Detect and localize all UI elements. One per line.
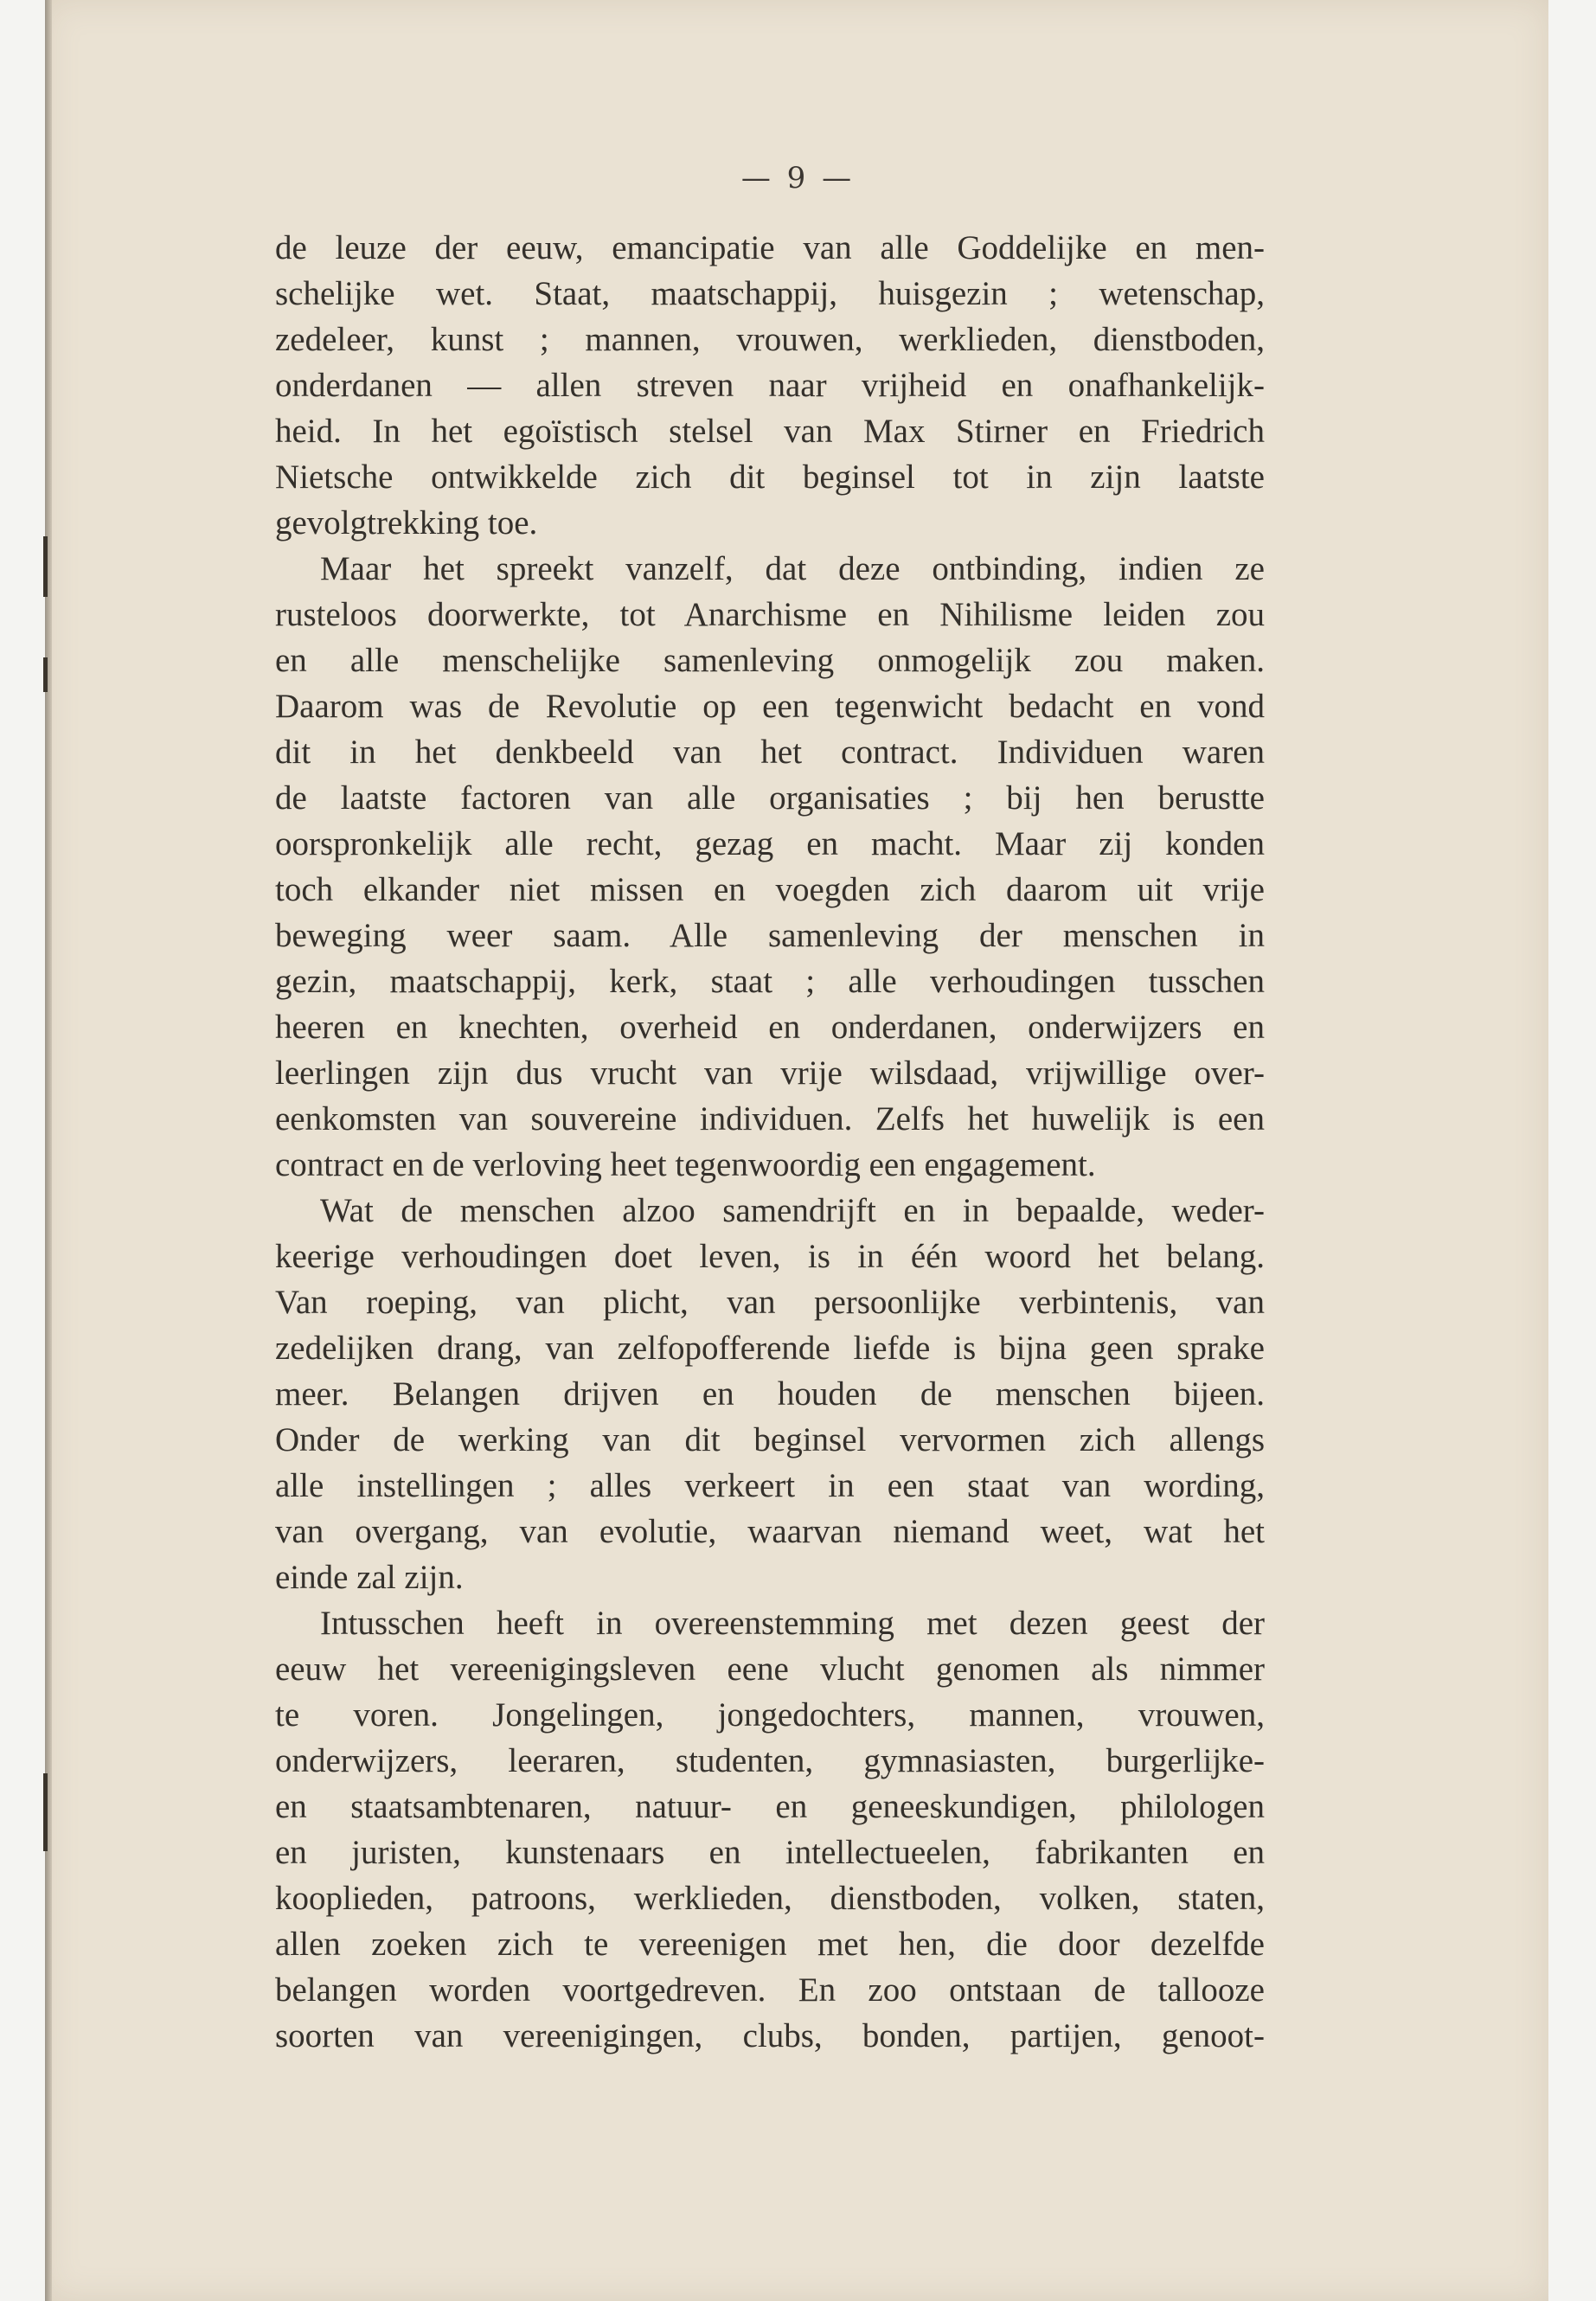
text-line: contract en de verloving heet tegenwoordig een engagement. — [275, 1146, 1096, 1183]
text-line: Intusschen heeft in overeenstemming met dezen geest der — [320, 1605, 1265, 1642]
text-line: belangen worden voortgedreven. En zoo ontstaan de tallooze — [275, 1971, 1265, 2009]
text-line: oorspronkelijk alle recht, gezag en macht. Maar zij konden — [275, 825, 1265, 862]
text-line: soorten van vereenigingen, clubs, bonden, partijen, genoot- — [275, 2017, 1265, 2054]
page-number: — 9 — — [740, 161, 856, 195]
text-line: onderwijzers, leeraren, studenten, gymnasiasten, burgerlijke- — [275, 1742, 1265, 1779]
text-line: zedeleer, kunst ; mannen, vrouwen, werklieden, dienstboden, — [275, 321, 1265, 358]
text-line: Wat de menschen alzoo samendrijft en in bepaalde, weder- — [320, 1192, 1265, 1229]
text-line: allen zoeken zich te vereenigen met hen, die door dezelfde — [275, 1926, 1265, 1963]
text-line: kooplieden, patroons, werklieden, dienstboden, volken, staten, — [275, 1880, 1265, 1917]
text-line: eenkomsten van souvereine individuen. Zelfs het huwelijk is een — [275, 1100, 1265, 1138]
text-line: einde zal zijn. — [275, 1559, 464, 1596]
text-line: toch elkander niet missen en voegden zich daarom uit vrije — [275, 871, 1265, 908]
text-line: meer. Belangen drijven en houden de menschen bijeen. — [275, 1375, 1265, 1413]
text-line: schelijke wet. Staat, maatschappij, huisgezin ; wetenschap, — [275, 275, 1265, 312]
text-line: en staatsambtenaren, natuur- en geneeskundigen, philologen — [275, 1788, 1265, 1825]
text-line: eeuw het vereenigingsleven eene vlucht genomen als nimmer — [275, 1650, 1265, 1688]
text-line: Van roeping, van plicht, van persoonlijke verbintenis, van — [275, 1284, 1265, 1321]
text-line: gezin, maatschappij, kerk, staat ; alle verhoudingen tusschen — [275, 963, 1265, 1000]
text-line: en alle menschelijke samenleving onmogelijk zou maken. — [275, 642, 1265, 679]
text-line: de leuze der eeuw, emancipatie van alle Goddelijke en men- — [275, 229, 1265, 266]
text-line: heid. In het egoïstisch stelsel van Max Stirner en Friedrich — [275, 413, 1265, 450]
text-line: alle instellingen ; alles verkeert in een staat van wording, — [275, 1467, 1265, 1504]
binding-mark — [43, 536, 48, 597]
text-line: onderdanen — allen streven naar vrijheid en onafhankelijk- — [275, 367, 1265, 404]
text-line: keerige verhoudingen doet leven, is in één woord het belang. — [275, 1238, 1265, 1275]
binding-edge — [45, 0, 52, 2301]
text-line: beweging weer saam. Alle samenleving der menschen in — [275, 917, 1265, 954]
binding-mark — [43, 657, 48, 692]
text-line: leerlingen zijn dus vrucht van vrije wilsdaad, vrijwillige over- — [275, 1054, 1265, 1092]
text-line: van overgang, van evolutie, waarvan niemand weet, wat het — [275, 1513, 1265, 1550]
text-line: de laatste factoren van alle organisaties ; bij hen berustte — [275, 779, 1265, 817]
text-line: rusteloos doorwerkte, tot Anarchisme en Nihilisme leiden zou — [275, 596, 1265, 633]
text-line: te voren. Jongelingen, jongedochters, mannen, vrouwen, — [275, 1696, 1265, 1734]
text-line: gevolgtrekking toe. — [275, 504, 538, 542]
text-line: Onder de werking van dit beginsel vervormen zich allengs — [275, 1421, 1265, 1458]
body-text — [275, 225, 1265, 2059]
text-line: Daarom was de Revolutie op een tegenwicht bedacht en vond — [275, 688, 1265, 725]
text-line: en juristen, kunstenaars en intellectueelen, fabrikanten en — [275, 1834, 1265, 1871]
text-line: zedelijken drang, van zelfopofferende liefde is bijna geen sprake — [275, 1330, 1265, 1367]
binding-mark — [43, 1773, 48, 1851]
text-line: heeren en knechten, overheid en onderdanen, onderwijzers en — [275, 1009, 1265, 1046]
text-line: Nietsche ontwikkelde zich dit beginsel tot in zijn laatste — [275, 458, 1265, 496]
text-line: dit in het denkbeeld van het contract. Individuen waren — [275, 734, 1265, 771]
text-line: Maar het spreekt vanzelf, dat deze ontbinding, indien ze — [320, 550, 1265, 587]
